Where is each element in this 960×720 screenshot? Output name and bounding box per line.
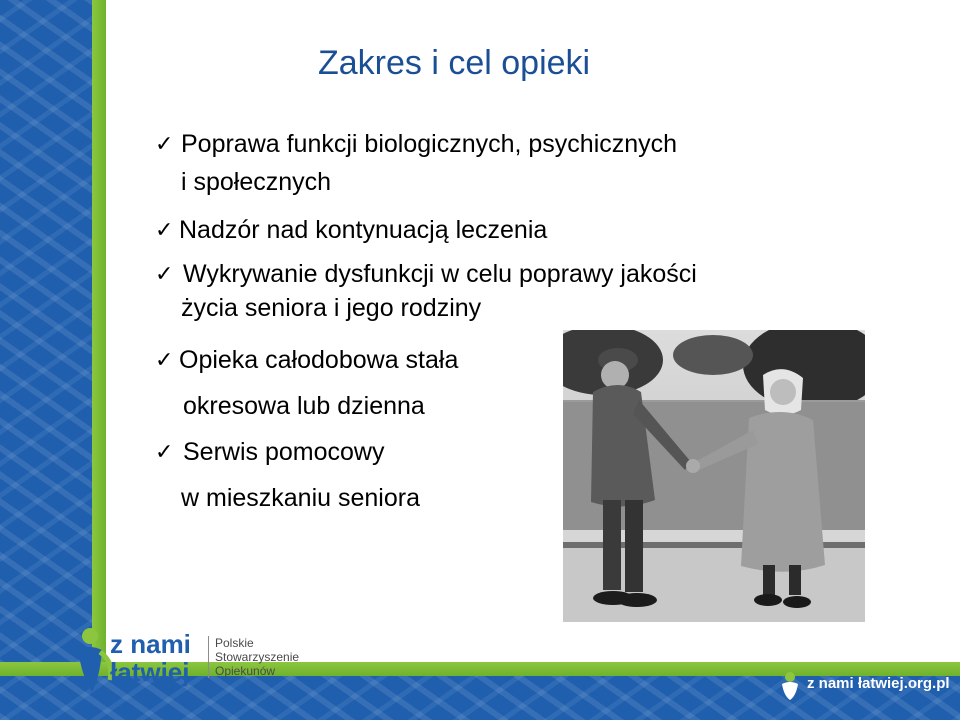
bullet-text: Opieka całodobowa stała — [179, 346, 459, 374]
org-name-line: Opiekunów — [215, 664, 276, 678]
logo-org-name — [208, 636, 299, 678]
bullet-text: Nadzór nad kontynuacją leczenia — [179, 216, 548, 244]
bullet-item — [155, 341, 458, 425]
organization-logo — [70, 620, 320, 700]
bullet-text: okresowa lub dzienna — [183, 392, 425, 420]
checkmark-icon: ✓ — [155, 217, 174, 242]
bullet-item — [155, 125, 677, 201]
logo-line: z nami — [110, 629, 191, 659]
logo-line: łatwiej — [110, 657, 190, 687]
checkmark-icon: ✓ — [155, 439, 174, 464]
bullet-text: w mieszkaniu seniora — [181, 484, 420, 512]
bullet-text: i społecznych — [181, 168, 332, 196]
left-green-stripe — [92, 0, 106, 720]
checkmark-icon: ✓ — [155, 131, 174, 156]
website-logo — [775, 667, 950, 703]
bullet-item — [155, 433, 420, 517]
bullet-text: Poprawa funkcji biologicznych, psychicznych — [181, 130, 678, 158]
bullet-text: życia seniora i jego rodziny — [181, 294, 482, 322]
org-name-line: Stowarzyszenie — [215, 650, 300, 664]
logo-figure-icon — [70, 622, 114, 698]
elderly-couple-photo — [563, 330, 865, 622]
bullet-text: Serwis pomocowy — [183, 438, 385, 466]
website-url: z nami łatwiej.org.pl — [807, 675, 950, 692]
slide-title: Zakres i cel opieki — [318, 44, 591, 82]
checkmark-icon: ✓ — [155, 261, 174, 286]
checkmark-icon: ✓ — [155, 347, 174, 372]
org-name-line: Polskie — [215, 636, 254, 650]
bullet-text: Wykrywanie dysfunkcji w celu poprawy jakości — [183, 260, 697, 288]
bullet-item — [155, 255, 697, 327]
logo-figure-icon — [777, 670, 803, 700]
left-pattern-band — [0, 0, 92, 720]
bullet-item — [155, 211, 547, 249]
logo-wordmark — [110, 630, 191, 686]
